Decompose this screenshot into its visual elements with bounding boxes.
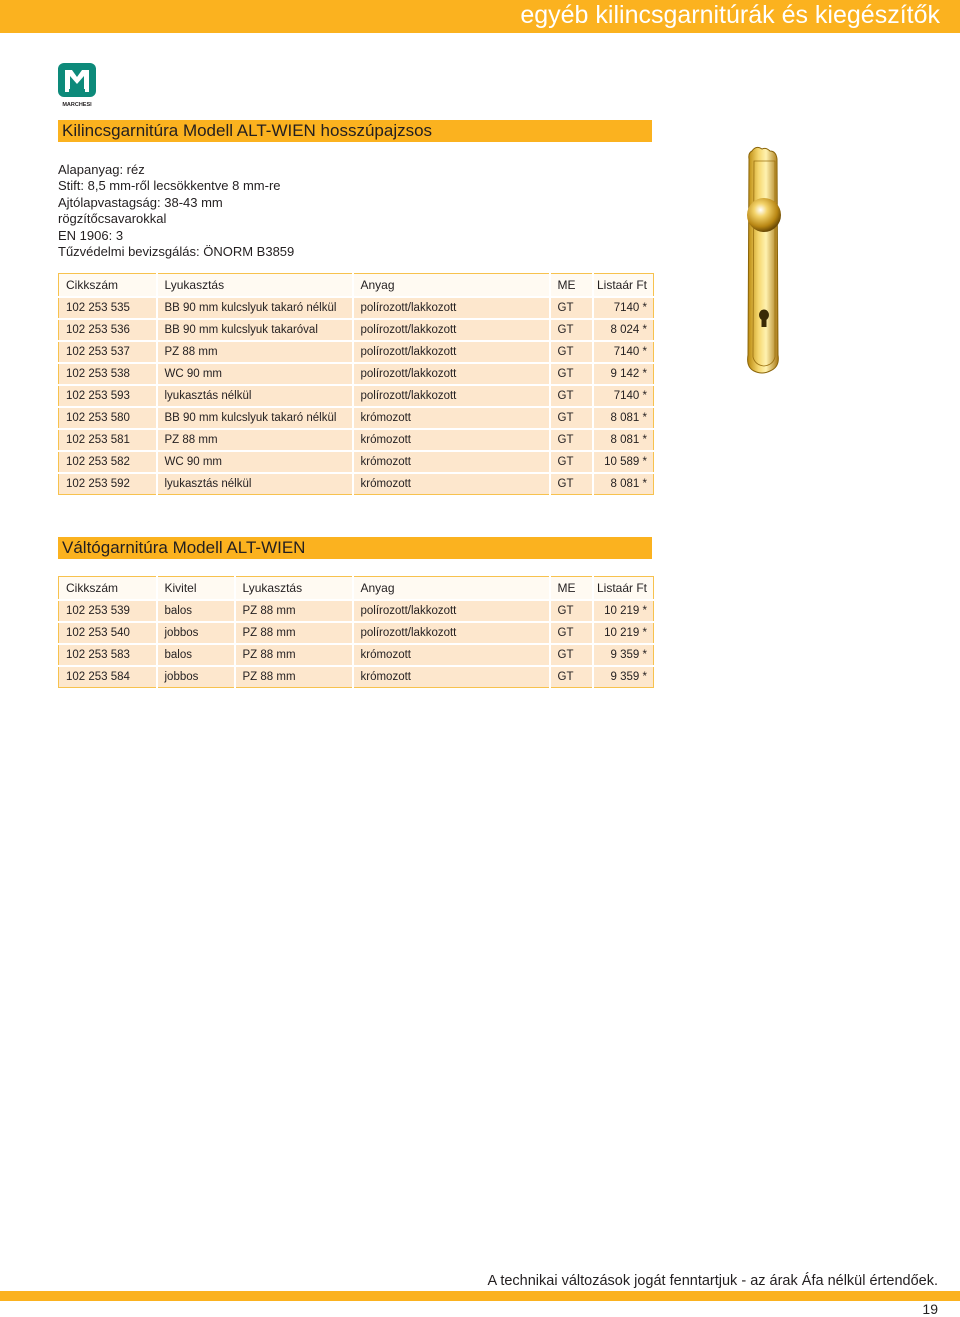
table-row bbox=[59, 407, 654, 429]
cell-unit: GT bbox=[550, 297, 593, 319]
spec-fire-test: Tűzvédelmi bevizsgálás: ÖNORM B3859 bbox=[58, 244, 295, 260]
table-row bbox=[59, 385, 654, 407]
cell-price: 8 081 * bbox=[593, 429, 654, 451]
cell-version: jobbos bbox=[157, 622, 235, 644]
cell-material: polírozott/lakkozott bbox=[353, 297, 550, 319]
door-handle-plate-image-icon bbox=[740, 145, 790, 375]
spec-door-thickness: Ajtólapvastagság: 38-43 mm bbox=[58, 194, 223, 210]
cell-material: krómozott bbox=[353, 407, 550, 429]
footer-disclaimer: A technikai változások jogát fenntartjuk - az árak Áfa nélkül értendőek. bbox=[487, 1273, 938, 1289]
cell-material: polírozott/lakkozott bbox=[353, 341, 550, 363]
cell-punching: BB 90 mm kulcslyuk takaró nélkül bbox=[157, 297, 353, 319]
cell-unit: GT bbox=[550, 429, 593, 451]
table-row bbox=[59, 600, 654, 622]
col-header-version: Kivitel bbox=[157, 577, 235, 601]
section-title-alt-wien-switch: Váltógarnitúra Modell ALT-WIEN bbox=[58, 537, 652, 559]
header-title: egyéb kilincsgarnitúrák és kiegészítők bbox=[520, 1, 940, 29]
cell-price: 7140 * bbox=[593, 341, 654, 363]
table-row bbox=[59, 297, 654, 319]
table-row bbox=[59, 429, 654, 451]
svg-text:MARCHESI: MARCHESI bbox=[62, 102, 92, 108]
col-header-price: Listaár Ft bbox=[593, 577, 654, 601]
spec-en-standard: EN 1906: 3 bbox=[58, 227, 124, 243]
cell-unit: GT bbox=[550, 622, 593, 644]
cell-price: 9 359 * bbox=[593, 644, 654, 666]
page-number: 19 bbox=[922, 1301, 938, 1317]
table-row bbox=[59, 451, 654, 473]
table-row bbox=[59, 341, 654, 363]
table-row bbox=[59, 644, 654, 666]
spec-material: Alapanyag: réz bbox=[58, 162, 145, 177]
cell-punching: PZ 88 mm bbox=[235, 622, 353, 644]
cell-punching: lyukasztás nélkül bbox=[157, 385, 353, 407]
cell-punching: BB 90 mm kulcslyuk takaró nélkül bbox=[157, 407, 353, 429]
col-header-material: Anyag bbox=[353, 577, 550, 601]
table-row bbox=[59, 473, 654, 495]
cell-article: 102 253 584 bbox=[59, 666, 157, 688]
table-row bbox=[59, 319, 654, 341]
cell-unit: GT bbox=[550, 385, 593, 407]
cell-material: krómozott bbox=[353, 473, 550, 495]
footer-bar bbox=[0, 1291, 960, 1301]
table-header-row bbox=[59, 577, 654, 601]
cell-unit: GT bbox=[550, 451, 593, 473]
cell-material: polírozott/lakkozott bbox=[353, 363, 550, 385]
cell-version: jobbos bbox=[157, 666, 235, 688]
cell-article: 102 253 581 bbox=[59, 429, 157, 451]
cell-unit: GT bbox=[550, 319, 593, 341]
col-header-punching: Lyukasztás bbox=[235, 577, 353, 601]
cell-article: 102 253 582 bbox=[59, 451, 157, 473]
cell-article: 102 253 535 bbox=[59, 297, 157, 319]
cell-price: 7140 * bbox=[593, 297, 654, 319]
cell-material: polírozott/lakkozott bbox=[353, 600, 550, 622]
cell-material: krómozott bbox=[353, 666, 550, 688]
cell-version: balos bbox=[157, 600, 235, 622]
cell-price: 9 142 * bbox=[593, 363, 654, 385]
cell-punching: PZ 88 mm bbox=[235, 644, 353, 666]
cell-punching: lyukasztás nélkül bbox=[157, 473, 353, 495]
cell-punching: BB 90 mm kulcslyuk takaróval bbox=[157, 319, 353, 341]
product-table-long-plate bbox=[58, 273, 654, 495]
cell-punching: WC 90 mm bbox=[157, 451, 353, 473]
cell-price: 9 359 * bbox=[593, 666, 654, 688]
table-row bbox=[59, 666, 654, 688]
col-header-unit: ME bbox=[550, 577, 593, 601]
cell-unit: GT bbox=[550, 407, 593, 429]
cell-unit: GT bbox=[550, 644, 593, 666]
table-row bbox=[59, 363, 654, 385]
cell-unit: GT bbox=[550, 473, 593, 495]
cell-article: 102 253 540 bbox=[59, 622, 157, 644]
cell-price: 7140 * bbox=[593, 385, 654, 407]
cell-price: 10 219 * bbox=[593, 622, 654, 644]
col-header-material: Anyag bbox=[353, 274, 550, 298]
cell-punching: WC 90 mm bbox=[157, 363, 353, 385]
cell-article: 102 253 592 bbox=[59, 473, 157, 495]
cell-price: 10 219 * bbox=[593, 600, 654, 622]
cell-article: 102 253 538 bbox=[59, 363, 157, 385]
table-row bbox=[59, 622, 654, 644]
col-header-article: Cikkszám bbox=[59, 577, 157, 601]
cell-unit: GT bbox=[550, 363, 593, 385]
cell-article: 102 253 539 bbox=[59, 600, 157, 622]
table-header-row bbox=[59, 274, 654, 298]
cell-price: 8 081 * bbox=[593, 473, 654, 495]
section-title-alt-wien-long: Kilincsgarnitúra Modell ALT-WIEN hosszúpajzsos bbox=[58, 120, 652, 142]
cell-material: polírozott/lakkozott bbox=[353, 319, 550, 341]
cell-material: krómozott bbox=[353, 429, 550, 451]
cell-material: krómozott bbox=[353, 644, 550, 666]
cell-price: 8 081 * bbox=[593, 407, 654, 429]
col-header-article: Cikkszám bbox=[59, 274, 157, 298]
marchesi-logo-icon bbox=[57, 62, 97, 108]
cell-material: polírozott/lakkozott bbox=[353, 385, 550, 407]
cell-punching: PZ 88 mm bbox=[157, 341, 353, 363]
cell-punching: PZ 88 mm bbox=[157, 429, 353, 451]
cell-article: 102 253 537 bbox=[59, 341, 157, 363]
cell-material: polírozott/lakkozott bbox=[353, 622, 550, 644]
spec-pin: Stift: 8,5 mm-ről lecsökkentve 8 mm-re bbox=[58, 178, 281, 194]
spec-list bbox=[58, 162, 294, 260]
cell-version: balos bbox=[157, 644, 235, 666]
cell-article: 102 253 593 bbox=[59, 385, 157, 407]
cell-article: 102 253 583 bbox=[59, 644, 157, 666]
cell-punching: PZ 88 mm bbox=[235, 600, 353, 622]
cell-material: krómozott bbox=[353, 451, 550, 473]
cell-unit: GT bbox=[550, 666, 593, 688]
cell-punching: PZ 88 mm bbox=[235, 666, 353, 688]
cell-unit: GT bbox=[550, 341, 593, 363]
spec-screws: rögzítőcsavarokkal bbox=[58, 211, 167, 227]
col-header-price: Listaár Ft bbox=[593, 274, 654, 298]
product-table-switch-set bbox=[58, 576, 654, 688]
cell-price: 8 024 * bbox=[593, 319, 654, 341]
col-header-unit: ME bbox=[550, 274, 593, 298]
col-header-punching: Lyukasztás bbox=[157, 274, 353, 298]
cell-article: 102 253 580 bbox=[59, 407, 157, 429]
cell-price: 10 589 * bbox=[593, 451, 654, 473]
cell-article: 102 253 536 bbox=[59, 319, 157, 341]
cell-unit: GT bbox=[550, 600, 593, 622]
